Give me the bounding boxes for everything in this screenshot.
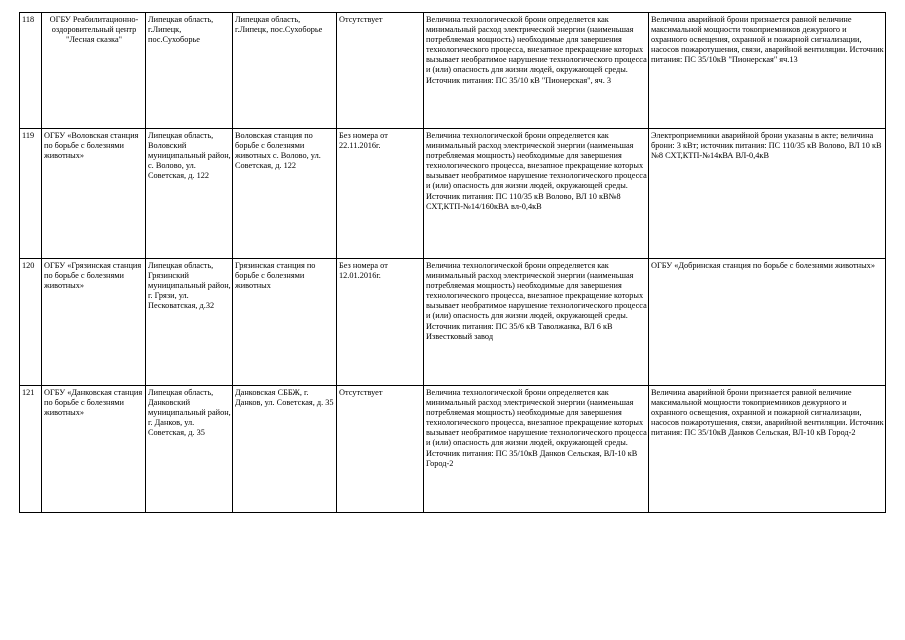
organization-cell: ОГБУ Реабилитационно-оздоровительный центр "Лесная сказка": [42, 13, 146, 129]
act-cell: Отсутствует: [337, 13, 424, 129]
act-cell: Без номера от 22.11.2016г.: [337, 129, 424, 259]
table-row: [20, 13, 886, 129]
technological-reserve-cell: Величина технологической брони определяется как минимальный расход электрической энергии (наименьшая потребляемая мощность) необходимые для завершения технологического процесса, внезапное прекращение которых вызывает необратимое нарушение технологического процесса и (или) опасность для жизни людей, окружающей среды. Источник питания: ПС 35/6 кВ Таволжанка, ВЛ 6 кВ Известковый завод: [424, 259, 649, 386]
emergency-reserve-cell: Величина аварийной брони признается равной величине максимальной мощности токоприемников дежурного и охранного освещения, охранной и пожарной сигнализации, насосов пожаротушения, связи, аварийной вентиляции. Источник питания: ПС 35/10кВ Данков Сельская, ВЛ-10 кВ Город-2: [649, 386, 886, 513]
row-number: 120: [20, 259, 42, 386]
table-row: [20, 386, 886, 513]
technological-reserve-cell: Величина технологической брони определяется как минимальный расход электрической энергии (наименьшая потребляемая мощность) необходимые для завершения технологического процесса, внезапное прекращение которых вызывает необратимое нарушение технологического процесса и (или) опасность для жизни людей, окружающей среды. Источник питания: ПС 110/35 кВ Волово, ВЛ 10 кВ№8 СХТ,КТП-№14/160кВА вл-0,4кВ: [424, 129, 649, 259]
row-number: 118: [20, 13, 42, 129]
reserve-table: [19, 12, 886, 513]
address-cell: Липецкая область, Данковский муниципальный район, г. Данков, ул. Советская, д. 35: [146, 386, 233, 513]
emergency-reserve-cell: ОГБУ «Добринская станция по борьбе с болезнями животных»: [649, 259, 886, 386]
location-cell: Данковская СББЖ, г. Данков, ул. Советская, д. 35: [233, 386, 337, 513]
row-number: 119: [20, 129, 42, 259]
address-cell: Липецкая область, г.Липецк, пос.Сухоборье: [146, 13, 233, 129]
emergency-reserve-cell: Электроприемники аварийной брони указаны в акте; величина брони: 3 кВт; источник питания: ПС 110/35 кВ Волово, ВЛ 10 кВ №8 СХТ,КТП-№14кВА ВЛ-0,4кВ: [649, 129, 886, 259]
technological-reserve-cell: Величина технологической брони определяется как минимальный расход электрической энергии (наименьшая потребляемая мощность) необходимые для завершения технологического процесса, внезапное прекращение которых вызывает необратимое нарушение технологического процесса и (или) опасность для жизни людей, окружающей среды. Источник питания: ПС 35/10 кВ "Пионерская", яч. 3: [424, 13, 649, 129]
table-row: [20, 259, 886, 386]
location-cell: Воловская станция по борьбе с болезнями животных с. Волово, ул. Советская, д. 122: [233, 129, 337, 259]
address-cell: Липецкая область, Грязинский муниципальный район, г. Грязи, ул. Песковатская, д.32: [146, 259, 233, 386]
organization-cell: ОГБУ «Грязинская станция по борьбе с болезнями животных»: [42, 259, 146, 386]
emergency-reserve-cell: Величина аварийной брони признается равной величине максимальной мощности токоприемников дежурного и охранного освещения, охранной и пожарной сигнализации, насосов пожаротушения, связи, аварийной вентиляции. Источник питания: ПС 35/10кВ "Пионерская" яч.13: [649, 13, 886, 129]
page-blank-area: [0, 510, 905, 640]
address-cell: Липецкая область, Воловский муниципальный район, с. Волово, ул. Советская, д. 122: [146, 129, 233, 259]
act-cell: Отсутствует: [337, 386, 424, 513]
location-cell: Грязинская станция по борьбе с болезнями животных: [233, 259, 337, 386]
act-cell: Без номера от 12.01.2016г.: [337, 259, 424, 386]
organization-cell: ОГБУ «Воловская станция по борьбе с болезнями животных»: [42, 129, 146, 259]
table-row: [20, 129, 886, 259]
row-number: 121: [20, 386, 42, 513]
technological-reserve-cell: Величина технологической брони определяется как минимальный расход электрической энергии (наименьшая потребляемая мощность) необходимые для завершения технологического процесса, внезапное прекращение которых вызывает необратимое нарушение технологического процесса и (или) опасность для жизни людей, окружающей среды. Источник питания: ПС 35/10кВ Данков Сельская, ВЛ-10 кВ Город-2: [424, 386, 649, 513]
organization-cell: ОГБУ «Данковская станция по борьбе с болезнями животных»: [42, 386, 146, 513]
location-cell: Липецкая область, г.Липецк, пос.Сухоборье: [233, 13, 337, 129]
